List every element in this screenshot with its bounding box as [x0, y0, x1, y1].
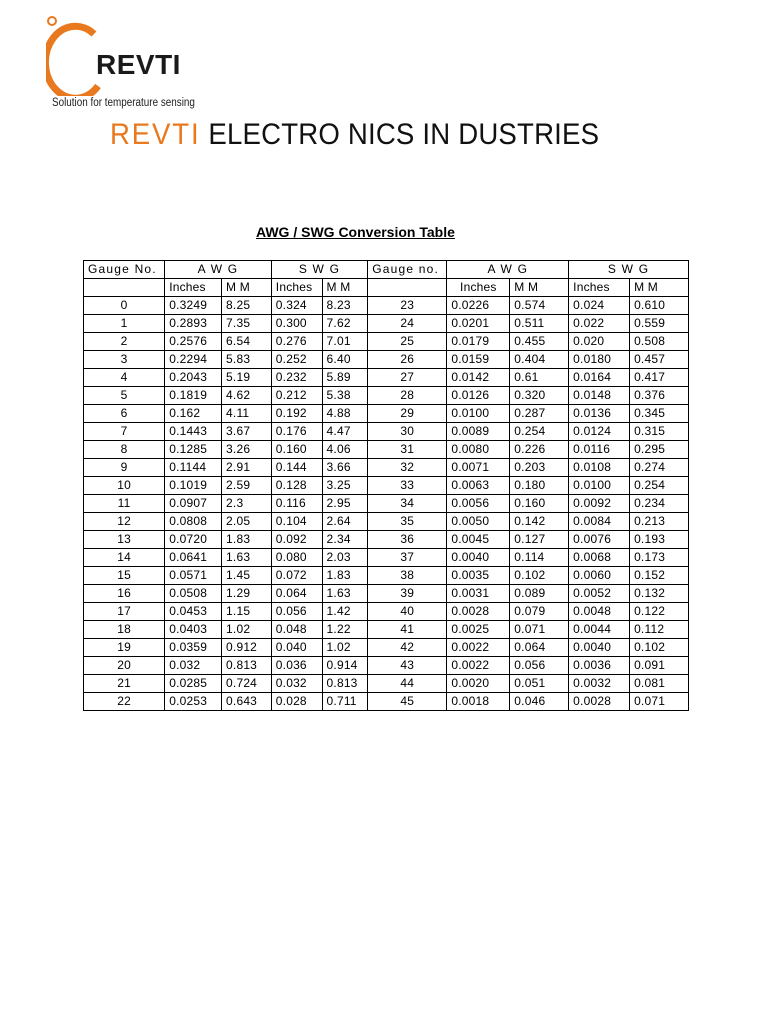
cell-awg-mm: 1.63 — [222, 549, 272, 567]
cell-awg-mm-2: 0.61 — [510, 369, 569, 387]
header-awg-2: A W G — [447, 261, 569, 279]
cell-gauge-no-2: 40 — [368, 603, 447, 621]
cell-awg-inches: 0.2576 — [165, 333, 222, 351]
header-swg-mm: M M — [322, 279, 368, 297]
cell-swg-mm-2: 0.071 — [630, 693, 689, 711]
table-row — [84, 387, 689, 405]
cell-gauge-no: 19 — [84, 639, 165, 657]
cell-swg-mm-2: 0.112 — [630, 621, 689, 639]
cell-awg-mm: 5.83 — [222, 351, 272, 369]
cell-gauge-no: 13 — [84, 531, 165, 549]
cell-swg-mm: 3.25 — [322, 477, 368, 495]
cell-swg-inches-2: 0.0036 — [569, 657, 630, 675]
table-row — [84, 531, 689, 549]
header-gauge-no: Gauge No. — [84, 261, 165, 279]
cell-awg-mm-2: 0.142 — [510, 513, 569, 531]
cell-swg-inches-2: 0.0044 — [569, 621, 630, 639]
cell-swg-inches: 0.056 — [271, 603, 322, 621]
cell-swg-inches-2: 0.0100 — [569, 477, 630, 495]
cell-swg-inches: 0.048 — [271, 621, 322, 639]
header-swg-inches: Inches — [271, 279, 322, 297]
cell-swg-inches-2: 0.0164 — [569, 369, 630, 387]
header-swg-mm-2: M M — [630, 279, 689, 297]
cell-swg-inches-2: 0.020 — [569, 333, 630, 351]
cell-swg-mm: 0.711 — [322, 693, 368, 711]
cell-swg-mm-2: 0.193 — [630, 531, 689, 549]
cell-swg-mm: 7.01 — [322, 333, 368, 351]
cell-swg-inches-2: 0.0068 — [569, 549, 630, 567]
cell-awg-mm: 1.29 — [222, 585, 272, 603]
cell-swg-inches-2: 0.024 — [569, 297, 630, 315]
cell-awg-mm-2: 0.114 — [510, 549, 569, 567]
cell-swg-mm: 8.23 — [322, 297, 368, 315]
cell-awg-inches: 0.0571 — [165, 567, 222, 585]
cell-swg-mm: 1.02 — [322, 639, 368, 657]
cell-awg-mm: 2.05 — [222, 513, 272, 531]
cell-gauge-no-2: 43 — [368, 657, 447, 675]
cell-awg-mm: 6.54 — [222, 333, 272, 351]
cell-swg-mm-2: 0.417 — [630, 369, 689, 387]
cell-swg-inches-2: 0.0148 — [569, 387, 630, 405]
cell-awg-mm: 2.59 — [222, 477, 272, 495]
cell-awg-inches-2: 0.0063 — [447, 477, 510, 495]
cell-gauge-no-2: 38 — [368, 567, 447, 585]
cell-awg-inches-2: 0.0100 — [447, 405, 510, 423]
cell-awg-inches: 0.0453 — [165, 603, 222, 621]
cell-awg-inches: 0.1285 — [165, 441, 222, 459]
cell-swg-mm-2: 0.254 — [630, 477, 689, 495]
cell-swg-inches-2: 0.0180 — [569, 351, 630, 369]
cell-swg-mm: 1.83 — [322, 567, 368, 585]
cell-swg-inches-2: 0.0124 — [569, 423, 630, 441]
table-title: AWG / SWG Conversion Table — [256, 224, 455, 240]
cell-swg-mm: 3.66 — [322, 459, 368, 477]
cell-swg-mm-2: 0.102 — [630, 639, 689, 657]
cell-awg-mm-2: 0.404 — [510, 351, 569, 369]
table-row — [84, 675, 689, 693]
header-blank — [84, 279, 165, 297]
cell-awg-inches: 0.2893 — [165, 315, 222, 333]
cell-swg-mm-2: 0.173 — [630, 549, 689, 567]
cell-awg-mm: 1.83 — [222, 531, 272, 549]
cell-awg-inches-2: 0.0089 — [447, 423, 510, 441]
table-row — [84, 351, 689, 369]
cell-awg-mm: 7.35 — [222, 315, 272, 333]
cell-awg-mm-2: 0.102 — [510, 567, 569, 585]
cell-swg-inches: 0.300 — [271, 315, 322, 333]
cell-gauge-no-2: 39 — [368, 585, 447, 603]
table-header-row-1 — [84, 261, 689, 279]
cell-swg-inches: 0.040 — [271, 639, 322, 657]
cell-awg-inches-2: 0.0056 — [447, 495, 510, 513]
cell-gauge-no: 12 — [84, 513, 165, 531]
cell-awg-mm-2: 0.160 — [510, 495, 569, 513]
cell-awg-inches: 0.0808 — [165, 513, 222, 531]
cell-gauge-no: 14 — [84, 549, 165, 567]
cell-awg-inches: 0.1819 — [165, 387, 222, 405]
cell-swg-mm-2: 0.508 — [630, 333, 689, 351]
cell-gauge-no-2: 23 — [368, 297, 447, 315]
cell-awg-mm-2: 0.455 — [510, 333, 569, 351]
cell-swg-inches: 0.028 — [271, 693, 322, 711]
cell-swg-inches-2: 0.0084 — [569, 513, 630, 531]
cell-awg-inches-2: 0.0028 — [447, 603, 510, 621]
cell-gauge-no: 9 — [84, 459, 165, 477]
table-row — [84, 315, 689, 333]
cell-awg-inches-2: 0.0071 — [447, 459, 510, 477]
cell-gauge-no-2: 30 — [368, 423, 447, 441]
cell-swg-inches-2: 0.0108 — [569, 459, 630, 477]
cell-awg-mm: 0.912 — [222, 639, 272, 657]
cell-gauge-no-2: 29 — [368, 405, 447, 423]
cell-awg-mm: 0.724 — [222, 675, 272, 693]
cell-swg-mm: 4.06 — [322, 441, 368, 459]
header-awg-mm: M M — [222, 279, 272, 297]
cell-awg-mm: 8.25 — [222, 297, 272, 315]
cell-awg-inches: 0.0253 — [165, 693, 222, 711]
cell-awg-inches-2: 0.0226 — [447, 297, 510, 315]
cell-awg-inches-2: 0.0126 — [447, 387, 510, 405]
cell-awg-inches: 0.0907 — [165, 495, 222, 513]
table-row — [84, 549, 689, 567]
cell-swg-mm: 5.89 — [322, 369, 368, 387]
cell-awg-mm: 0.813 — [222, 657, 272, 675]
cell-awg-inches: 0.032 — [165, 657, 222, 675]
cell-swg-mm: 2.95 — [322, 495, 368, 513]
table-row — [84, 495, 689, 513]
cell-awg-mm-2: 0.180 — [510, 477, 569, 495]
cell-gauge-no-2: 42 — [368, 639, 447, 657]
cell-awg-mm: 2.91 — [222, 459, 272, 477]
cell-swg-mm-2: 0.376 — [630, 387, 689, 405]
cell-swg-mm: 1.22 — [322, 621, 368, 639]
cell-swg-mm: 7.62 — [322, 315, 368, 333]
cell-awg-mm-2: 0.071 — [510, 621, 569, 639]
cell-gauge-no-2: 34 — [368, 495, 447, 513]
header-swg: S W G — [271, 261, 367, 279]
cell-swg-mm-2: 0.213 — [630, 513, 689, 531]
cell-awg-mm: 4.11 — [222, 405, 272, 423]
header-awg: A W G — [165, 261, 272, 279]
company-name-accent: REVTI — [110, 118, 201, 151]
table-row — [84, 423, 689, 441]
table-header-row-2 — [84, 279, 689, 297]
table-row — [84, 621, 689, 639]
cell-swg-inches: 0.160 — [271, 441, 322, 459]
cell-awg-mm: 3.67 — [222, 423, 272, 441]
table-row — [84, 369, 689, 387]
cell-awg-inches: 0.162 — [165, 405, 222, 423]
cell-awg-inches: 0.0641 — [165, 549, 222, 567]
cell-awg-mm: 4.62 — [222, 387, 272, 405]
cell-gauge-no-2: 36 — [368, 531, 447, 549]
cell-gauge-no-2: 44 — [368, 675, 447, 693]
table-row — [84, 459, 689, 477]
cell-swg-mm: 2.34 — [322, 531, 368, 549]
cell-awg-mm-2: 0.320 — [510, 387, 569, 405]
cell-swg-mm-2: 0.345 — [630, 405, 689, 423]
table-row — [84, 477, 689, 495]
cell-awg-mm: 5.19 — [222, 369, 272, 387]
cell-gauge-no: 7 — [84, 423, 165, 441]
cell-awg-mm-2: 0.203 — [510, 459, 569, 477]
cell-awg-mm-2: 0.056 — [510, 657, 569, 675]
cell-swg-inches: 0.092 — [271, 531, 322, 549]
cell-awg-inches-2: 0.0159 — [447, 351, 510, 369]
cell-swg-inches: 0.276 — [271, 333, 322, 351]
cell-awg-inches-2: 0.0020 — [447, 675, 510, 693]
cell-awg-inches: 0.0285 — [165, 675, 222, 693]
cell-gauge-no: 18 — [84, 621, 165, 639]
cell-awg-mm-2: 0.079 — [510, 603, 569, 621]
cell-swg-mm: 0.813 — [322, 675, 368, 693]
cell-swg-mm-2: 0.274 — [630, 459, 689, 477]
cell-awg-inches-2: 0.0025 — [447, 621, 510, 639]
cell-gauge-no-2: 27 — [368, 369, 447, 387]
cell-swg-inches-2: 0.0136 — [569, 405, 630, 423]
cell-awg-inches: 0.0403 — [165, 621, 222, 639]
table-row — [84, 639, 689, 657]
cell-awg-mm-2: 0.089 — [510, 585, 569, 603]
cell-swg-inches: 0.144 — [271, 459, 322, 477]
cell-gauge-no: 15 — [84, 567, 165, 585]
cell-swg-mm-2: 0.315 — [630, 423, 689, 441]
cell-awg-inches: 0.1019 — [165, 477, 222, 495]
cell-swg-inches: 0.232 — [271, 369, 322, 387]
table-row — [84, 585, 689, 603]
cell-awg-mm: 1.02 — [222, 621, 272, 639]
cell-swg-inches: 0.128 — [271, 477, 322, 495]
cell-swg-mm: 1.42 — [322, 603, 368, 621]
cell-awg-inches-2: 0.0035 — [447, 567, 510, 585]
cell-swg-mm-2: 0.234 — [630, 495, 689, 513]
cell-swg-mm: 5.38 — [322, 387, 368, 405]
cell-awg-mm-2: 0.064 — [510, 639, 569, 657]
cell-awg-mm: 1.15 — [222, 603, 272, 621]
cell-awg-inches: 0.1144 — [165, 459, 222, 477]
cell-awg-mm: 0.643 — [222, 693, 272, 711]
cell-swg-inches-2: 0.0076 — [569, 531, 630, 549]
cell-swg-mm: 2.03 — [322, 549, 368, 567]
cell-awg-inches-2: 0.0045 — [447, 531, 510, 549]
cell-awg-inches: 0.2043 — [165, 369, 222, 387]
table-row — [84, 441, 689, 459]
logo-tagline: Solution for temperature sensing — [52, 97, 195, 109]
cell-awg-inches-2: 0.0201 — [447, 315, 510, 333]
cell-swg-inches: 0.032 — [271, 675, 322, 693]
header-swg-2: S W G — [569, 261, 689, 279]
cell-awg-inches: 0.0359 — [165, 639, 222, 657]
cell-swg-mm: 6.40 — [322, 351, 368, 369]
cell-swg-inches: 0.212 — [271, 387, 322, 405]
cell-swg-inches: 0.104 — [271, 513, 322, 531]
awg-swg-conversion-table — [83, 260, 689, 711]
cell-swg-mm-2: 0.091 — [630, 657, 689, 675]
cell-awg-mm-2: 0.511 — [510, 315, 569, 333]
cell-awg-inches-2: 0.0050 — [447, 513, 510, 531]
cell-swg-mm: 1.63 — [322, 585, 368, 603]
cell-swg-inches: 0.192 — [271, 405, 322, 423]
cell-swg-mm: 0.914 — [322, 657, 368, 675]
cell-awg-mm-2: 0.287 — [510, 405, 569, 423]
cell-swg-inches-2: 0.0040 — [569, 639, 630, 657]
cell-awg-mm-2: 0.574 — [510, 297, 569, 315]
table-row — [84, 693, 689, 711]
cell-awg-inches-2: 0.0022 — [447, 657, 510, 675]
cell-awg-inches-2: 0.0018 — [447, 693, 510, 711]
cell-gauge-no-2: 31 — [368, 441, 447, 459]
cell-awg-inches: 0.3249 — [165, 297, 222, 315]
cell-gauge-no: 8 — [84, 441, 165, 459]
cell-gauge-no-2: 35 — [368, 513, 447, 531]
table-row — [84, 333, 689, 351]
cell-awg-inches: 0.2294 — [165, 351, 222, 369]
cell-swg-mm-2: 0.081 — [630, 675, 689, 693]
cell-gauge-no: 3 — [84, 351, 165, 369]
cell-swg-inches-2: 0.0052 — [569, 585, 630, 603]
cell-swg-mm: 4.47 — [322, 423, 368, 441]
header-gauge-no-2: Gauge no. — [368, 261, 447, 279]
cell-gauge-no: 21 — [84, 675, 165, 693]
header-awg-inches: Inches — [165, 279, 222, 297]
cell-awg-mm-2: 0.046 — [510, 693, 569, 711]
cell-swg-inches: 0.176 — [271, 423, 322, 441]
cell-gauge-no-2: 25 — [368, 333, 447, 351]
cell-swg-inches-2: 0.0092 — [569, 495, 630, 513]
cell-awg-mm-2: 0.254 — [510, 423, 569, 441]
cell-swg-inches: 0.036 — [271, 657, 322, 675]
header-awg-mm-2: M M — [510, 279, 569, 297]
cell-gauge-no: 1 — [84, 315, 165, 333]
cell-awg-mm: 3.26 — [222, 441, 272, 459]
cell-swg-inches: 0.116 — [271, 495, 322, 513]
cell-swg-inches: 0.072 — [271, 567, 322, 585]
cell-awg-mm: 1.45 — [222, 567, 272, 585]
cell-gauge-no-2: 41 — [368, 621, 447, 639]
cell-gauge-no-2: 32 — [368, 459, 447, 477]
cell-gauge-no: 4 — [84, 369, 165, 387]
cell-swg-mm-2: 0.457 — [630, 351, 689, 369]
cell-swg-mm: 4.88 — [322, 405, 368, 423]
cell-awg-inches-2: 0.0080 — [447, 441, 510, 459]
header-blank-2 — [368, 279, 447, 297]
cell-gauge-no: 17 — [84, 603, 165, 621]
cell-gauge-no-2: 33 — [368, 477, 447, 495]
cell-gauge-no: 22 — [84, 693, 165, 711]
cell-awg-mm-2: 0.127 — [510, 531, 569, 549]
table-row — [84, 603, 689, 621]
company-name-rest: ELECTRO NICS IN DUSTRIES — [208, 118, 600, 151]
header-awg-inches-2: Inches — [447, 279, 510, 297]
cell-swg-inches: 0.324 — [271, 297, 322, 315]
table-row — [84, 405, 689, 423]
cell-swg-inches-2: 0.0060 — [569, 567, 630, 585]
revti-logo — [46, 12, 196, 112]
cell-awg-mm-2: 0.051 — [510, 675, 569, 693]
cell-gauge-no-2: 45 — [368, 693, 447, 711]
cell-gauge-no-2: 37 — [368, 549, 447, 567]
cell-awg-inches-2: 0.0022 — [447, 639, 510, 657]
cell-awg-inches: 0.0508 — [165, 585, 222, 603]
table-row — [84, 657, 689, 675]
cell-swg-inches-2: 0.0028 — [569, 693, 630, 711]
cell-gauge-no: 5 — [84, 387, 165, 405]
logo-brand-text: REVTI — [96, 49, 181, 80]
cell-gauge-no: 10 — [84, 477, 165, 495]
cell-swg-mm-2: 0.152 — [630, 567, 689, 585]
cell-gauge-no-2: 28 — [368, 387, 447, 405]
table-row — [84, 567, 689, 585]
cell-awg-mm-2: 0.226 — [510, 441, 569, 459]
cell-swg-inches-2: 0.0116 — [569, 441, 630, 459]
table-row — [84, 297, 689, 315]
cell-awg-inches-2: 0.0142 — [447, 369, 510, 387]
cell-swg-inches-2: 0.022 — [569, 315, 630, 333]
cell-swg-mm-2: 0.132 — [630, 585, 689, 603]
cell-swg-inches: 0.064 — [271, 585, 322, 603]
table-row — [84, 513, 689, 531]
cell-swg-inches: 0.252 — [271, 351, 322, 369]
cell-awg-inches-2: 0.0040 — [447, 549, 510, 567]
cell-swg-mm: 2.64 — [322, 513, 368, 531]
cell-gauge-no: 11 — [84, 495, 165, 513]
cell-swg-inches-2: 0.0048 — [569, 603, 630, 621]
cell-gauge-no: 6 — [84, 405, 165, 423]
cell-swg-inches-2: 0.0032 — [569, 675, 630, 693]
cell-gauge-no: 16 — [84, 585, 165, 603]
cell-awg-inches-2: 0.0179 — [447, 333, 510, 351]
cell-swg-inches: 0.080 — [271, 549, 322, 567]
header-swg-inches-2: Inches — [569, 279, 630, 297]
cell-awg-mm: 2.3 — [222, 495, 272, 513]
cell-awg-inches: 0.0720 — [165, 531, 222, 549]
cell-gauge-no: 0 — [84, 297, 165, 315]
cell-swg-mm-2: 0.559 — [630, 315, 689, 333]
cell-gauge-no: 2 — [84, 333, 165, 351]
company-name — [110, 118, 599, 152]
cell-swg-mm-2: 0.610 — [630, 297, 689, 315]
cell-swg-mm-2: 0.122 — [630, 603, 689, 621]
cell-gauge-no-2: 24 — [368, 315, 447, 333]
cell-gauge-no: 20 — [84, 657, 165, 675]
cell-awg-inches-2: 0.0031 — [447, 585, 510, 603]
cell-swg-mm-2: 0.295 — [630, 441, 689, 459]
cell-awg-inches: 0.1443 — [165, 423, 222, 441]
cell-gauge-no-2: 26 — [368, 351, 447, 369]
